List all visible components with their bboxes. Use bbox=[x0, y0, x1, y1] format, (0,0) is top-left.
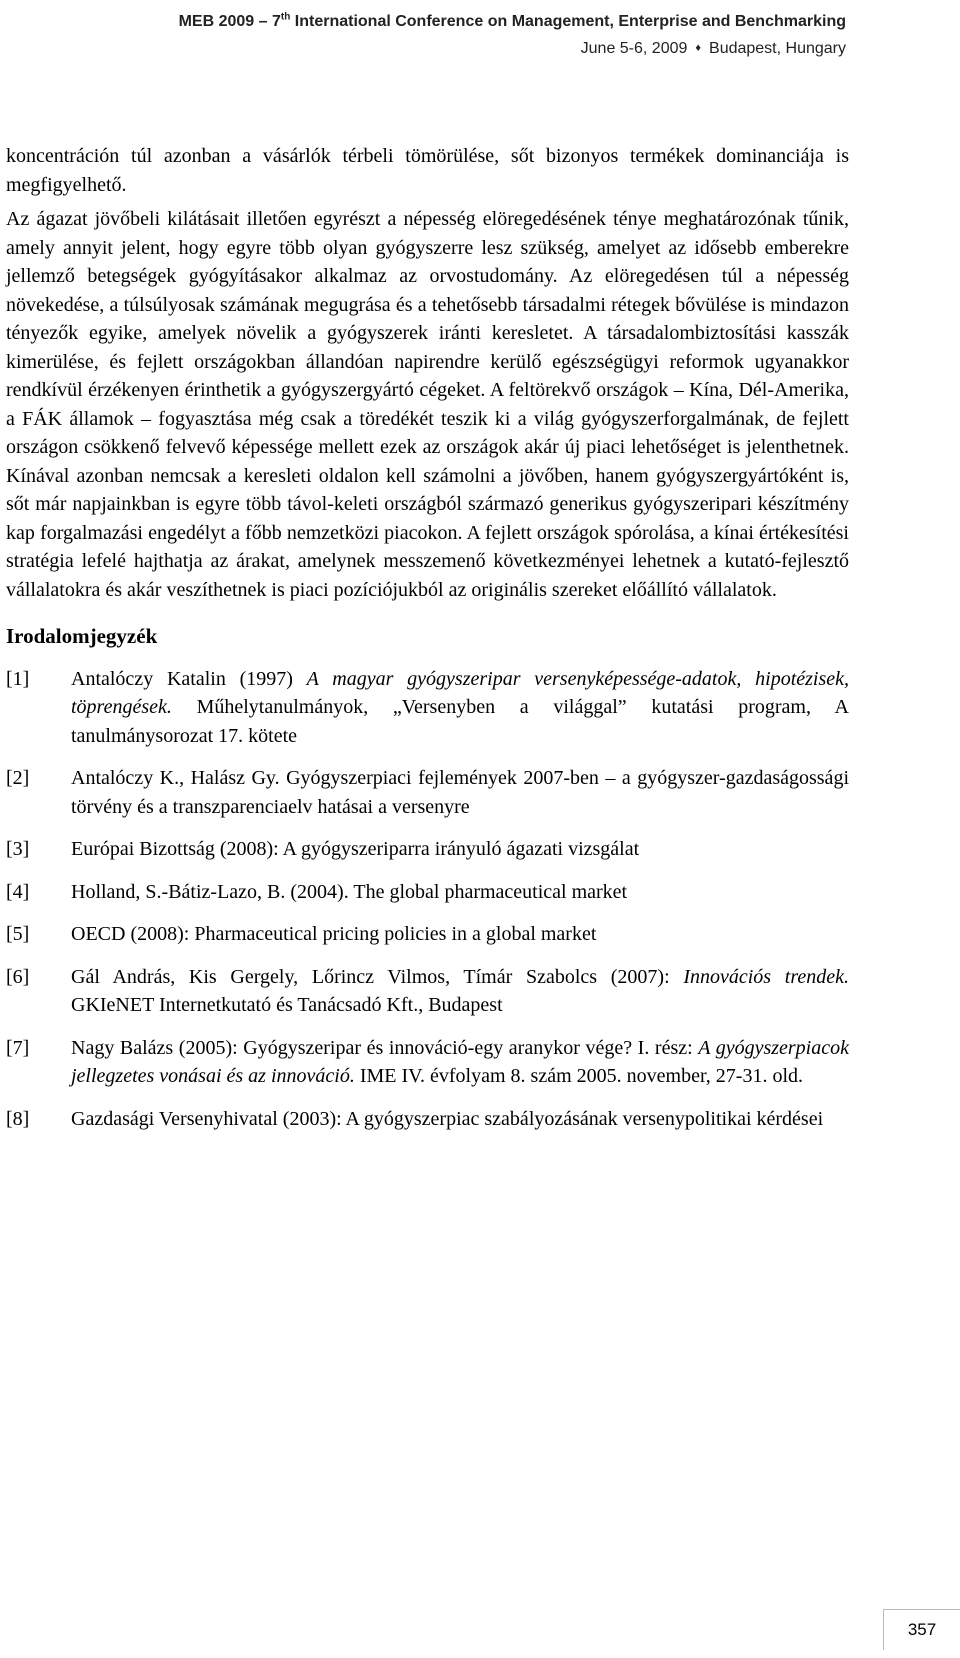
body-paragraph-1: koncentráción túl azonban a vásárlók térbeli tömörülése, sőt bizonyos termékek dominanciája is megfigyelhető. bbox=[6, 145, 849, 196]
running-header bbox=[179, 8, 846, 64]
reference-text: OECD (2008): Pharmaceutical pricing policies in a global market bbox=[71, 923, 597, 945]
reference-text: Antalóczy Katalin (1997) A magyar gyógyszeripar versenyképessége-adatok, hipotézisek, töprengések. Műhelytanulmányok, „Versenyben a világgal” kutatási program, A tanulmánysorozat 17. kötete bbox=[71, 667, 849, 747]
reference-item bbox=[6, 963, 849, 1020]
reference-item bbox=[6, 1105, 849, 1134]
reference-text: Európai Bizottság (2008): A gyógyszeriparra irányuló ágazati vizsgálat bbox=[71, 838, 640, 860]
reference-number: [8] bbox=[6, 1107, 30, 1130]
conference-date-location bbox=[179, 35, 846, 64]
reference-number: [3] bbox=[6, 838, 30, 860]
references-heading: Irodalomjegyzék bbox=[6, 624, 158, 648]
reference-number: [1] bbox=[6, 667, 30, 690]
conference-title: MEB 2009 – 7th International Conference on Management, Enterprise and Benchmarking bbox=[178, 11, 846, 30]
reference-item bbox=[6, 1034, 849, 1091]
reference-text: Antalóczy K., Halász Gy. Gyógyszerpiaci fejlemények 2007-ben – a gyógyszer-gazdaságossági törvény és a transzparenciaelv hatásai a versenyre bbox=[71, 767, 849, 818]
reference-item bbox=[6, 878, 849, 907]
reference-number: [2] bbox=[6, 767, 30, 789]
reference-text: Gál András, Kis Gergely, Lőrincz Vilmos, Tímár Szabolcs (2007): Innovációs trendek. GKIeNET Internetkutató és Tanácsadó Kft., Budapest bbox=[71, 965, 850, 1016]
conference-location: Budapest, Hungary bbox=[709, 40, 846, 57]
diamond-separator-icon: ♦ bbox=[695, 42, 702, 54]
conference-date: June 5-6, 2009 bbox=[580, 40, 688, 57]
reference-item bbox=[6, 835, 849, 864]
page-number: 357 bbox=[883, 1609, 960, 1650]
reference-item bbox=[6, 764, 849, 821]
reference-item bbox=[6, 665, 849, 751]
reference-number: [5] bbox=[6, 923, 30, 945]
reference-text: Gazdasági Versenyhivatal (2003): A gyógyszerpiac szabályozásának versenypolitikai kérdései bbox=[71, 1107, 824, 1130]
reference-list bbox=[6, 665, 849, 1134]
body-paragraph-2: Az ágazat jövőbeli kilátásait illetően egyrészt a népesség elöregedésének ténye meghatározónak tűnik, amely annyit jelent, hogy egyre több olyan gyógyszerre lesz szükség, amelyet az idősebb emberekre jellemző betegségek gyógyításakor alkalmaz az orvostudomány. Az elöregedésen túl a népesség növekedése, a túlsúlyosak számának megugrása és a tehetősebb társadalmi rétegek bővülése is mindazon tényezők egyike, amelyek növelik a gyógyszerek iránti keresletet. A társadalombiztosítási kasszák kimerülése, és fejlett országokban állandóan napirendre kerülő egészségügyi reformok ugyanakkor rendkívül érzékenyen érinthetik a gyógyszergyártó cégeket. A feltörekvő országok – Kína, Dél-Amerika, a FÁK államok – fogyasztása még csak a töredékét teszik ki a világ gyógyszerforgalmának, de fejlett országon csökkenő felvevő képessége mellett ezek az országok akár új piaci lehetőséget is jelenthetnek. Kínával azonban nemcsak a keresleti oldalon kell számolni a jövőben, hanem gyógyszergyártóként is, sőt már napjainkban is egyre több távol-keleti országból származó generikus gyógyszeripari készítmény kap forgalmazási engedélyt a főbb nemzetközi piacokon. A fejlett országok spórolása, a kínai értékesítési stratégia lefelé hajthatja az árakat, amelynek messzemenő következményei lehetnek a kutató-fejlesztő vállalatokra és akár veszíthetnek is piaci pozíciójukból az originális szereket előállító vállalatok. bbox=[6, 208, 849, 601]
reference-number: [4] bbox=[6, 880, 30, 903]
page-content bbox=[6, 142, 849, 1147]
reference-text: Nagy Balázs (2005): Gyógyszeripar és innováció-egy aranykor vége? I. rész: A gyógyszerpiacok jellegzetes vonásai és az innováció. IME IV. évfolyam 8. szám 2005. november, 27-31. old. bbox=[71, 1036, 849, 1087]
reference-number: [6] bbox=[6, 965, 30, 988]
reference-number: [7] bbox=[6, 1036, 30, 1059]
reference-text: Holland, S.-Bátiz-Lazo, B. (2004). The global pharmaceutical market bbox=[71, 880, 628, 903]
reference-item bbox=[6, 920, 849, 949]
